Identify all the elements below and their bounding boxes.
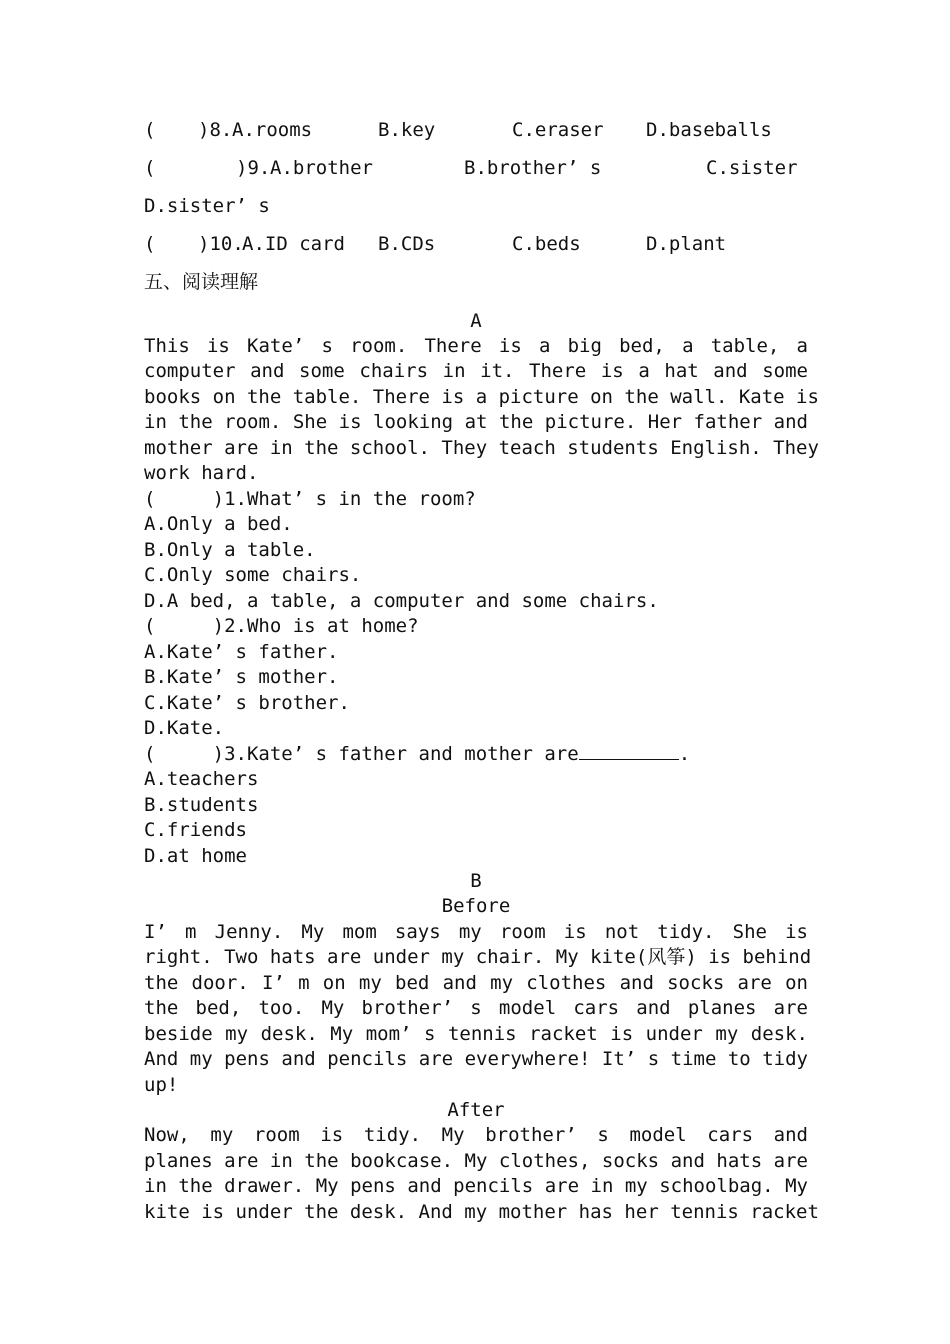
q8-paren: (	[144, 119, 156, 141]
passage-a-line: in the room. She is looking at the picture. Her father and	[144, 411, 808, 433]
passage-a-line: work hard.	[144, 462, 259, 484]
q9-option-c: C.sister	[706, 157, 798, 179]
q9-option-b: B.brother’ s	[464, 157, 602, 179]
q10-number: )10.	[198, 233, 244, 255]
answer-option: B.Kate’ s mother.	[144, 666, 339, 688]
question-3-row	[144, 741, 690, 767]
q10-paren: (	[144, 233, 156, 255]
q9-option-d: D.sister’ s	[144, 195, 270, 217]
stem-end: .	[678, 743, 691, 765]
answer-option: B.Only a table.	[144, 539, 316, 561]
section-title: 五、阅读理解	[144, 271, 259, 293]
q10-option-c: C.beds	[512, 233, 581, 255]
passage-b-line: kite is under the desk. And my mother has her tennis racket	[144, 1201, 819, 1223]
q9-paren: (	[144, 157, 156, 179]
answer-option: D.at home	[144, 845, 247, 867]
passage-a-label: A	[470, 310, 482, 332]
answer-option: C.Only some chairs.	[144, 564, 362, 586]
question-stem: ( )3.Kate’ s father and mother are	[144, 743, 579, 765]
passage-b-line: beside my desk. My mom’ s tennis racket is under my desk.	[144, 1023, 808, 1045]
passage-a-line: mother are in the school. They teach students English. They	[144, 437, 819, 459]
passage-b-label: B	[470, 870, 482, 892]
answer-option: D.A bed, a table, a computer and some chairs.	[144, 590, 659, 612]
passage-a-line: computer and some chairs in it. There is a hat and some	[144, 360, 808, 382]
answer-option: A.Only a bed.	[144, 513, 293, 535]
question-stem: ( )1.What’ s in the room?	[144, 488, 476, 510]
answer-option: D.Kate.	[144, 717, 225, 739]
q8-option-c: C.eraser	[512, 119, 604, 141]
passage-b-line: And my pens and pencils are everywhere! It’ s time to tidy	[144, 1048, 808, 1070]
answer-option: C.friends	[144, 819, 247, 841]
after-heading: After	[447, 1099, 505, 1121]
passage-a-line: books on the table. There is a picture on the wall. Kate is	[144, 386, 819, 408]
answer-option: B.students	[144, 794, 259, 816]
q10-option-a: A.ID card	[242, 233, 345, 255]
q9-option-a: A.brother	[270, 157, 373, 179]
q8-option-d: D.baseballs	[646, 119, 772, 141]
passage-a-line: This is Kate’ s room. There is a big bed, a table, a	[144, 335, 808, 357]
passage-b-line: I’ m Jenny. My mom says my room is not tidy. She is	[144, 921, 808, 943]
q8-option-a: A.rooms	[232, 119, 313, 141]
passage-b-line: in the drawer. My pens and pencils are in my schoolbag. My	[144, 1175, 808, 1197]
q8-option-b: B.key	[378, 119, 436, 141]
passage-b-line: the bed, too. My brother’ s model cars and planes are	[144, 997, 808, 1019]
q9-number: )9.	[236, 157, 271, 179]
passage-b-line: right. Two hats are under my chair. My kite(风筝) is behind	[144, 946, 812, 968]
passage-b-line: up!	[144, 1074, 179, 1096]
q8-number: )8.	[198, 119, 233, 141]
q10-option-d: D.plant	[646, 233, 727, 255]
q10-option-b: B.CDs	[378, 233, 436, 255]
answer-option: A.teachers	[144, 768, 259, 790]
answer-option: C.Kate’ s brother.	[144, 692, 350, 714]
answer-option: A.Kate’ s father.	[144, 641, 339, 663]
before-heading: Before	[441, 895, 511, 917]
answer-blank[interactable]	[579, 741, 679, 760]
passage-b-line: Now, my room is tidy. My brother’ s model cars and	[144, 1124, 808, 1146]
passage-b-line: the door. I’ m on my bed and my clothes and socks are on	[144, 972, 808, 994]
passage-b-line: planes are in the bookcase. My clothes, socks and hats are	[144, 1150, 808, 1172]
question-stem: ( )2.Who is at home?	[144, 615, 419, 637]
